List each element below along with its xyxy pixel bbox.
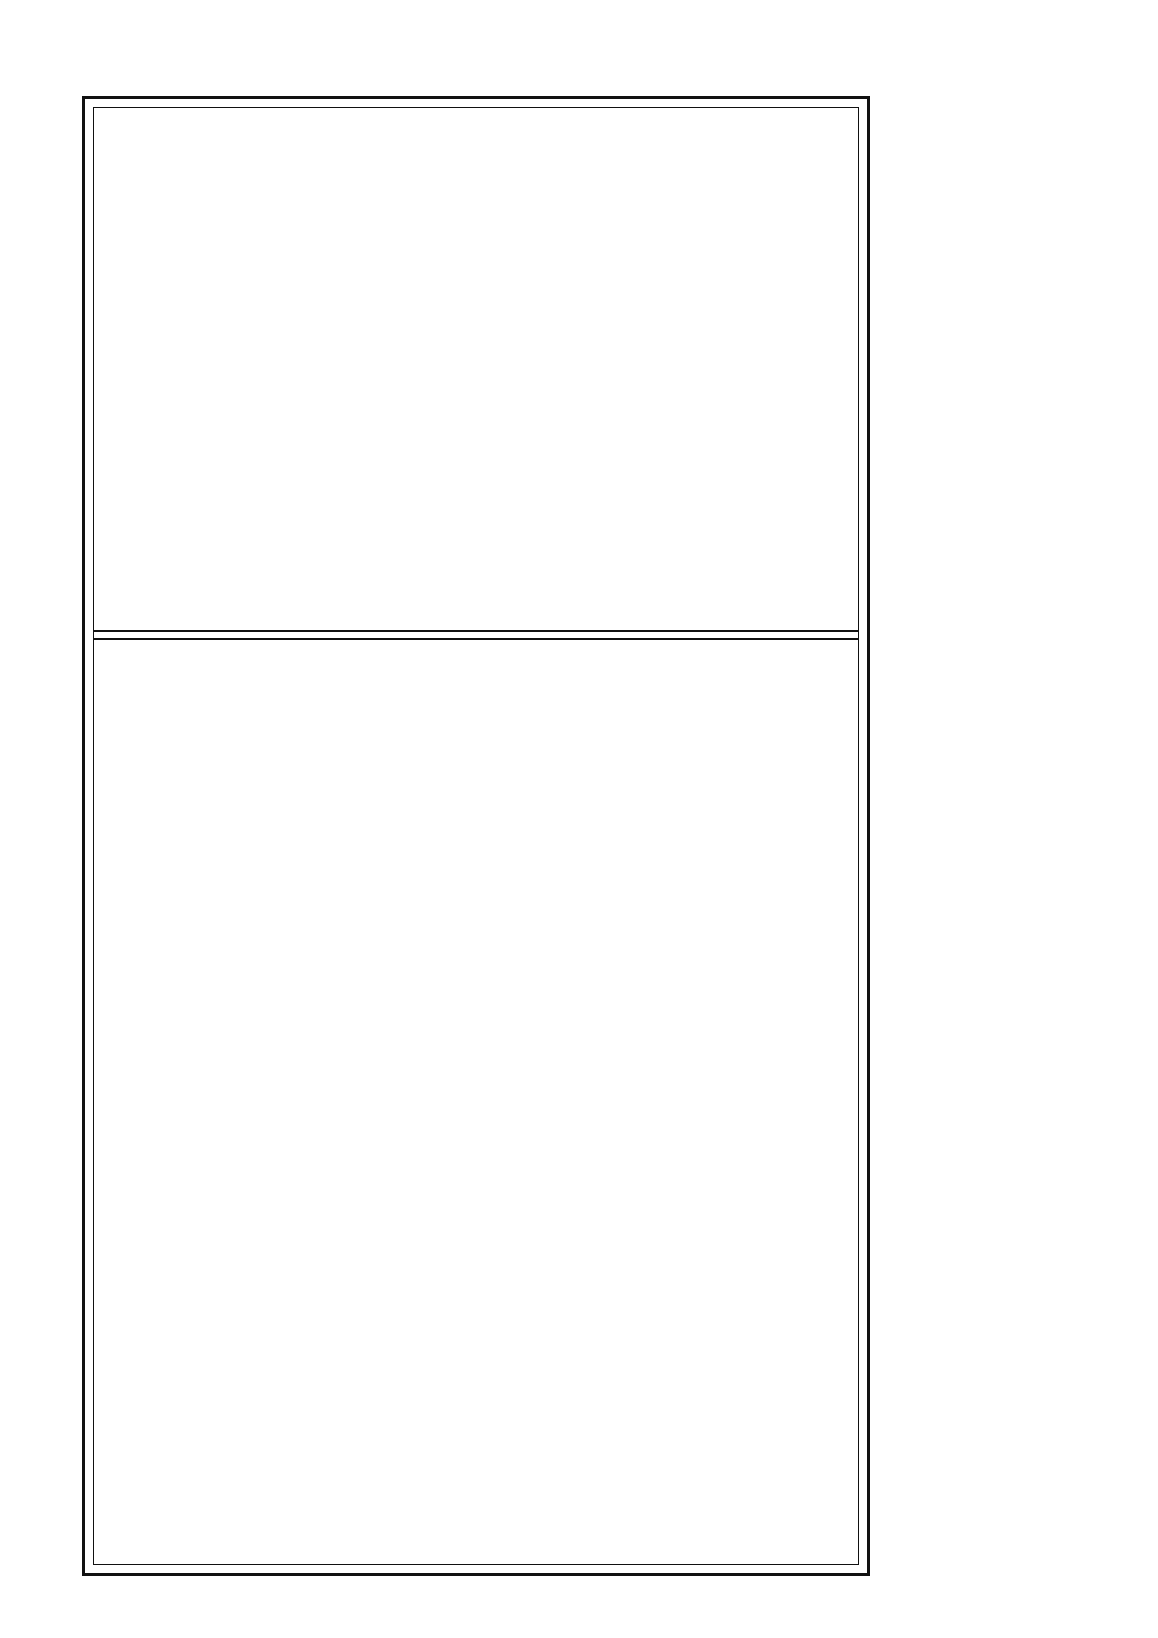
page-frame xyxy=(82,96,870,1576)
section-separator xyxy=(93,630,859,640)
inner-frame xyxy=(93,107,859,1565)
